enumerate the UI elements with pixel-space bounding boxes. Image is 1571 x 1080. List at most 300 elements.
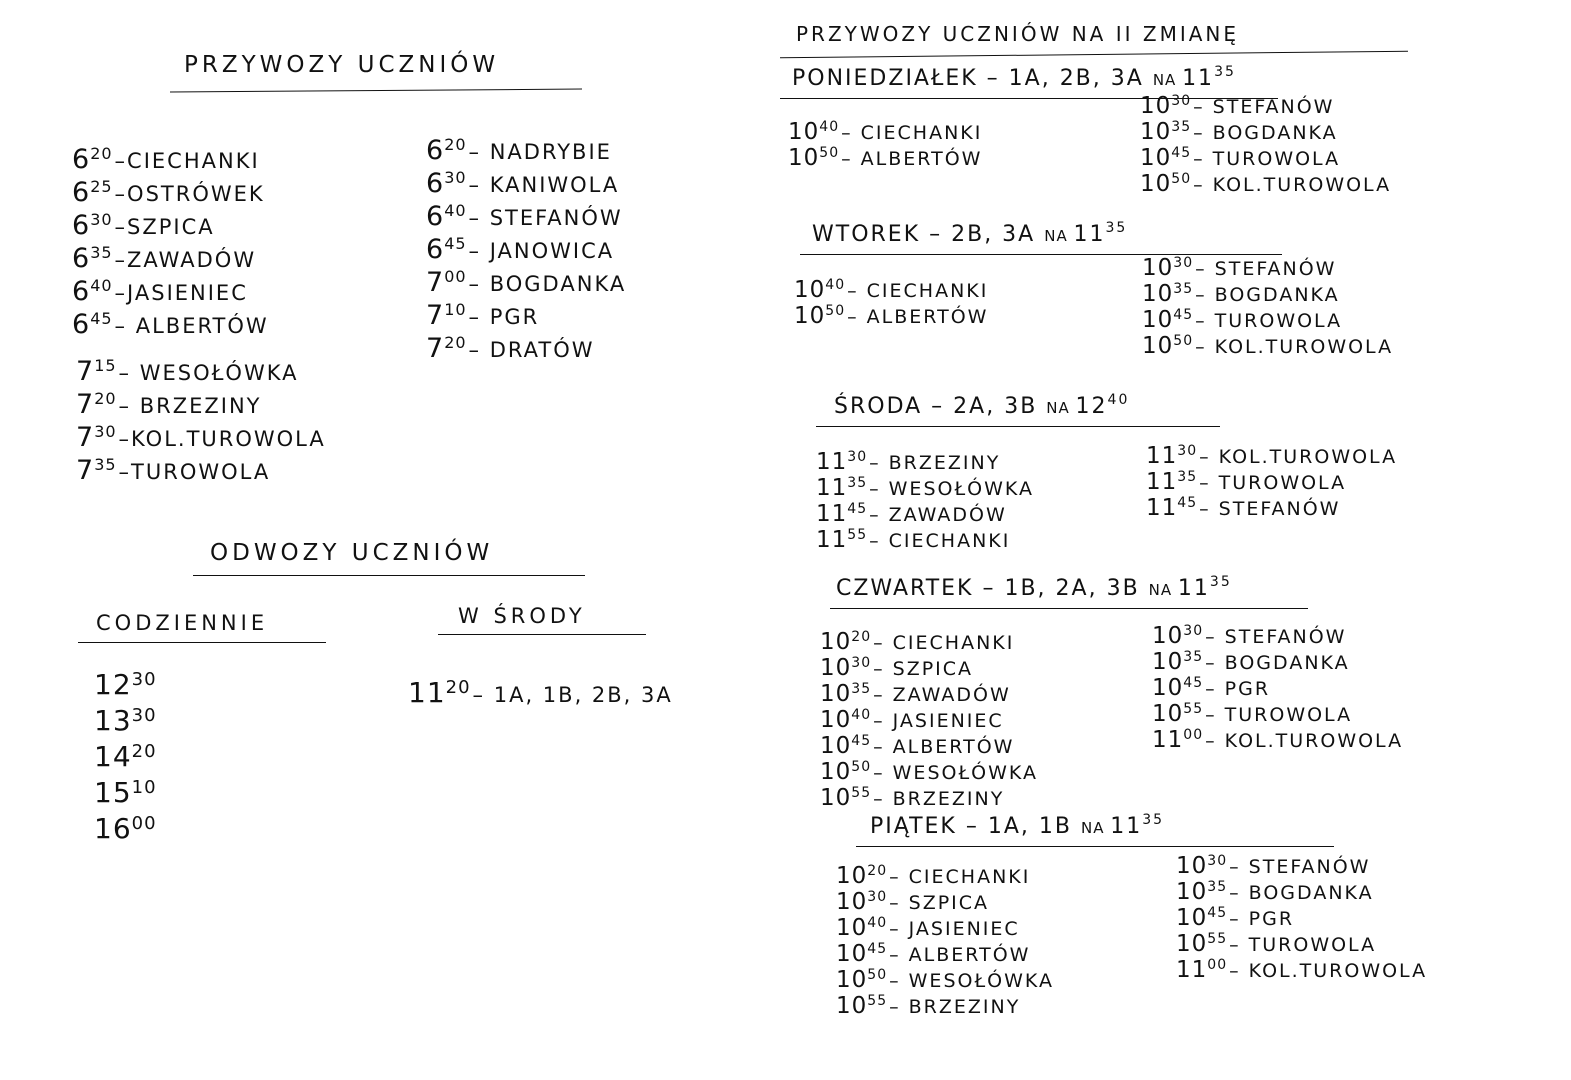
time-minute: 20 bbox=[867, 863, 888, 879]
day-label: PIĄTEK – 1A, 1B bbox=[870, 814, 1081, 839]
stop-name: – STEFANÓW bbox=[1199, 498, 1341, 520]
time-minute: 30 bbox=[131, 705, 157, 726]
schedule-row bbox=[1142, 276, 1393, 307]
time-hour: 6 bbox=[72, 243, 91, 274]
wed-header: W ŚRODY bbox=[458, 604, 586, 628]
time-minute: 55 bbox=[1183, 701, 1204, 717]
time-minute: 30 bbox=[94, 422, 117, 441]
schedule-row bbox=[76, 382, 326, 420]
stop-name: – KOL.TUROWOLA bbox=[1195, 336, 1394, 358]
stop-name: – WESOŁÓWKA bbox=[869, 478, 1034, 500]
schedule-row bbox=[1176, 926, 1427, 957]
time-hour: 10 bbox=[820, 759, 852, 785]
daily-time-row bbox=[94, 698, 157, 737]
time-minute: 30 bbox=[1171, 93, 1192, 109]
time-hour: 11 bbox=[1146, 495, 1178, 521]
time-minute: 15 bbox=[94, 356, 117, 375]
schedule-row bbox=[72, 137, 269, 175]
day-left-column bbox=[794, 272, 989, 329]
time-minute: 50 bbox=[825, 303, 846, 319]
time-minute: 35 bbox=[1171, 119, 1192, 135]
stop-name: – STEFANÓW bbox=[1193, 96, 1335, 118]
daily-time-row bbox=[94, 734, 157, 773]
time-minute: 20 bbox=[90, 144, 113, 163]
wed-time-row bbox=[408, 670, 673, 709]
stop-name: – WESOŁÓWKA bbox=[118, 361, 299, 385]
schedule-row bbox=[76, 349, 326, 387]
schedule-row bbox=[1176, 848, 1427, 879]
time-hour: 10 bbox=[1152, 623, 1184, 649]
day-label: PONIEDZIAŁEK – 1A, 2B, 3A bbox=[792, 66, 1153, 91]
time-hour: 10 bbox=[788, 119, 820, 145]
time-hour: 10 bbox=[820, 733, 852, 759]
time-hour: 10 bbox=[1176, 931, 1208, 957]
shift2-title: PRZYWOZY UCZNIÓW NA II ZMIANĘ bbox=[796, 22, 1239, 46]
schedule-row bbox=[76, 415, 326, 453]
daily-time-row bbox=[94, 662, 157, 701]
schedule-row bbox=[820, 624, 1038, 655]
stop-name: – CIECHANKI bbox=[873, 632, 1015, 654]
stop-name: –ZAWADÓW bbox=[114, 248, 257, 272]
przywozy-left-column-2 bbox=[76, 349, 326, 486]
time-hour: 6 bbox=[72, 144, 91, 175]
time-hour: 10 bbox=[1140, 145, 1172, 171]
time-minute: 20 bbox=[94, 389, 117, 408]
day-start-minute: 35 bbox=[1105, 220, 1128, 236]
time-minute: 40 bbox=[444, 201, 467, 220]
time-minute: 00 bbox=[444, 267, 467, 286]
stop-name: – TUROWOLA bbox=[1205, 704, 1353, 726]
day-label: CZWARTEK – 1B, 2A, 3B bbox=[836, 576, 1149, 601]
przywozy-title: PRZYWOZY UCZNIÓW bbox=[184, 52, 500, 78]
time-minute: 35 bbox=[94, 455, 117, 474]
time-minute: 50 bbox=[819, 145, 840, 161]
time-minute: 30 bbox=[131, 669, 157, 690]
stop-name: –JASIENIEC bbox=[114, 281, 248, 305]
time-hour: 11 bbox=[1176, 957, 1208, 983]
time-minute: 30 bbox=[867, 889, 888, 905]
schedule-row bbox=[426, 260, 627, 298]
title-underline bbox=[170, 89, 582, 93]
time-minute: 40 bbox=[819, 119, 840, 135]
stop-name: – JANOWICA bbox=[468, 239, 615, 263]
schedule-row bbox=[72, 269, 269, 307]
schedule-row bbox=[820, 728, 1038, 759]
stop-name: – ALBERTÓW bbox=[114, 314, 269, 338]
day-label: WTOREK – 2B, 3A bbox=[812, 222, 1045, 247]
time-hour: 10 bbox=[1142, 281, 1174, 307]
stop-name: – WESOŁÓWKA bbox=[889, 970, 1054, 992]
stop-name: – SZPICA bbox=[873, 658, 974, 680]
time-hour: 16 bbox=[94, 812, 132, 845]
stop-name: – STEFANÓW bbox=[468, 206, 623, 230]
time-hour: 11 bbox=[816, 475, 848, 501]
schedule-row bbox=[1176, 952, 1428, 983]
time-minute: 45 bbox=[1207, 905, 1228, 921]
time-hour: 6 bbox=[426, 135, 445, 166]
day-header bbox=[870, 812, 1164, 839]
time-minute: 55 bbox=[867, 993, 888, 1009]
time-minute: 10 bbox=[131, 777, 157, 798]
time-hour: 11 bbox=[1146, 443, 1178, 469]
time-minute: 20 bbox=[131, 741, 157, 762]
time-minute: 00 bbox=[1183, 727, 1204, 743]
time-hour: 11 bbox=[816, 449, 848, 475]
time-minute: 45 bbox=[847, 501, 868, 517]
day-start-hour: 11 bbox=[1182, 66, 1215, 91]
day-start-hour: 11 bbox=[1073, 222, 1106, 247]
time-hour: 10 bbox=[836, 889, 868, 915]
stop-name: – KOL.TUROWOLA bbox=[1229, 960, 1428, 982]
schedule-row bbox=[836, 910, 1054, 941]
stop-name: – BRZEZINY bbox=[873, 788, 1005, 810]
stop-name: – KOL.TUROWOLA bbox=[1193, 174, 1392, 196]
day-left-column bbox=[788, 114, 983, 171]
time-hour: 6 bbox=[426, 234, 445, 265]
day-right-column bbox=[1142, 250, 1394, 359]
time-minute: 45 bbox=[1183, 675, 1204, 691]
day-start-hour: 12 bbox=[1075, 394, 1108, 419]
day-underline bbox=[830, 608, 1308, 609]
schedule-row bbox=[72, 203, 269, 241]
time-hour: 10 bbox=[1140, 171, 1172, 197]
daily-underline bbox=[78, 642, 326, 643]
time-hour: 10 bbox=[836, 863, 868, 889]
time-minute: 45 bbox=[1171, 145, 1192, 161]
stop-name: – ALBERTÓW bbox=[873, 736, 1015, 758]
time-minute: 10 bbox=[444, 300, 467, 319]
stop-name: – BRZEZINY bbox=[118, 394, 262, 418]
time-hour: 10 bbox=[1176, 905, 1208, 931]
time-minute: 20 bbox=[851, 629, 872, 645]
time-minute: 30 bbox=[851, 655, 872, 671]
schedule-row bbox=[1140, 114, 1391, 145]
schedule-row bbox=[72, 236, 269, 274]
schedule-row bbox=[1176, 874, 1427, 905]
odwozy-underline bbox=[193, 575, 585, 576]
time-hour: 15 bbox=[94, 776, 132, 809]
time-minute: 50 bbox=[1173, 333, 1194, 349]
stop-name: – ZAWADÓW bbox=[873, 684, 1011, 706]
time-minute: 55 bbox=[847, 527, 868, 543]
daily-times bbox=[94, 662, 157, 845]
time-hour: 7 bbox=[76, 422, 95, 453]
schedule-row bbox=[820, 676, 1038, 707]
time-hour: 10 bbox=[794, 303, 826, 329]
time-hour: 7 bbox=[76, 356, 95, 387]
time-minute: 30 bbox=[1207, 853, 1228, 869]
time-hour: 7 bbox=[426, 267, 445, 298]
time-hour: 10 bbox=[1140, 119, 1172, 145]
przywozy-right-column bbox=[426, 128, 627, 364]
schedule-row bbox=[788, 114, 983, 145]
time-hour: 7 bbox=[76, 455, 95, 486]
day-right-column bbox=[1140, 88, 1392, 197]
stop-name: – KOL.TUROWOLA bbox=[1205, 730, 1404, 752]
day-start-minute: 35 bbox=[1142, 812, 1165, 828]
stop-name: –CIECHANKI bbox=[114, 149, 260, 173]
time-hour: 10 bbox=[820, 629, 852, 655]
stop-name: – ALBERTÓW bbox=[847, 306, 989, 328]
schedule-row bbox=[426, 293, 626, 331]
time-hour: 11 bbox=[1146, 469, 1178, 495]
day-na: NA bbox=[1080, 819, 1111, 837]
time-hour: 7 bbox=[426, 333, 445, 364]
schedule-row bbox=[836, 962, 1054, 993]
schedule-row bbox=[816, 496, 1034, 527]
time-minute: 20 bbox=[444, 333, 467, 352]
schedule-row bbox=[816, 444, 1034, 475]
schedule-row bbox=[1152, 722, 1404, 753]
time-hour: 10 bbox=[820, 655, 852, 681]
day-header bbox=[834, 392, 1129, 419]
time-minute: 35 bbox=[1207, 879, 1228, 895]
time-minute: 45 bbox=[90, 309, 113, 328]
time-minute: 45 bbox=[1177, 495, 1198, 511]
time-hour: 10 bbox=[1176, 853, 1208, 879]
day-na: NA bbox=[1044, 227, 1074, 245]
schedule-row bbox=[820, 754, 1038, 785]
time-minute: 55 bbox=[1207, 931, 1228, 947]
stop-name: – BRZEZINY bbox=[869, 452, 1001, 474]
stop-name: – CIECHANKI bbox=[889, 866, 1031, 888]
schedule-row bbox=[1152, 618, 1403, 649]
time-minute: 30 bbox=[847, 449, 868, 465]
stop-name: – STEFANÓW bbox=[1205, 626, 1347, 648]
day-start-minute: 35 bbox=[1209, 574, 1232, 590]
stop-name: – KOL.TUROWOLA bbox=[1199, 446, 1398, 468]
time-minute: 20 bbox=[445, 677, 471, 698]
time-minute: 40 bbox=[851, 707, 872, 723]
schedule-row bbox=[1152, 644, 1403, 675]
time-hour: 10 bbox=[794, 277, 826, 303]
daily-time-row bbox=[94, 770, 157, 809]
wed-times bbox=[408, 670, 673, 709]
day-header bbox=[792, 64, 1236, 91]
day-left-column bbox=[816, 444, 1034, 553]
time-hour: 6 bbox=[72, 177, 91, 208]
stop-name: – BOGDANKA bbox=[1229, 882, 1374, 904]
time-minute: 40 bbox=[90, 276, 113, 295]
stop-name: – DRATÓW bbox=[468, 338, 595, 362]
schedule-row bbox=[836, 936, 1054, 967]
odwozy-title: ODWOZY UCZNIÓW bbox=[210, 540, 494, 566]
stop-name: – BOGDANKA bbox=[1195, 284, 1340, 306]
time-minute: 35 bbox=[90, 243, 113, 262]
day-right-column bbox=[1146, 438, 1398, 521]
time-minute: 35 bbox=[1183, 649, 1204, 665]
time-minute: 45 bbox=[851, 733, 872, 749]
time-minute: 45 bbox=[867, 941, 888, 957]
day-left-column bbox=[820, 624, 1038, 811]
time-minute: 30 bbox=[1183, 623, 1204, 639]
time-minute: 45 bbox=[1173, 307, 1194, 323]
day-start-hour: 11 bbox=[1110, 814, 1143, 839]
time-hour: 10 bbox=[820, 681, 852, 707]
schedule-row bbox=[794, 298, 989, 329]
stop-name: – BOGDANKA bbox=[1193, 122, 1338, 144]
time-hour: 10 bbox=[836, 967, 868, 993]
time-hour: 10 bbox=[788, 145, 820, 171]
stop-name: – KANIWOLA bbox=[468, 173, 620, 197]
wed-underline bbox=[438, 634, 646, 635]
day-header bbox=[812, 220, 1127, 247]
day-label: ŚRODA – 2A, 3B bbox=[834, 394, 1047, 419]
schedule-row bbox=[836, 858, 1054, 889]
day-na: NA bbox=[1148, 581, 1178, 599]
time-minute: 25 bbox=[90, 177, 113, 196]
schedule-row bbox=[426, 227, 626, 265]
time-minute: 40 bbox=[825, 277, 846, 293]
stop-name: –TUROWOLA bbox=[118, 460, 271, 484]
time-hour: 13 bbox=[94, 704, 132, 737]
time-hour: 10 bbox=[820, 785, 852, 811]
schedule-row bbox=[1146, 490, 1397, 521]
stop-name: – PGR bbox=[1205, 678, 1271, 700]
stop-name: – ALBERTÓW bbox=[841, 148, 983, 170]
time-hour: 10 bbox=[1152, 649, 1184, 675]
schedule-row bbox=[1142, 250, 1393, 281]
time-minute: 00 bbox=[131, 813, 157, 834]
schedule-row bbox=[1142, 328, 1394, 359]
time-minute: 30 bbox=[90, 210, 113, 229]
time-hour: 11 bbox=[816, 527, 848, 553]
schedule-row bbox=[76, 448, 326, 486]
time-minute: 35 bbox=[1173, 281, 1194, 297]
stop-name: – CIECHANKI bbox=[847, 280, 989, 302]
schedule-row bbox=[1142, 302, 1393, 333]
time-hour: 10 bbox=[836, 915, 868, 941]
time-minute: 50 bbox=[867, 967, 888, 983]
schedule-row bbox=[1152, 696, 1403, 727]
schedule-row bbox=[426, 326, 626, 364]
przywozy-left-column bbox=[72, 137, 269, 340]
shift2-underline bbox=[780, 51, 1408, 59]
time-minute: 55 bbox=[851, 785, 872, 801]
time-minute: 50 bbox=[1171, 171, 1192, 187]
daily-time-row bbox=[94, 806, 157, 845]
time-hour: 10 bbox=[836, 993, 868, 1019]
time-hour: 14 bbox=[94, 740, 132, 773]
time-hour: 6 bbox=[426, 168, 445, 199]
schedule-row bbox=[72, 302, 269, 340]
time-hour: 10 bbox=[820, 707, 852, 733]
day-right-column bbox=[1152, 618, 1404, 753]
time-minute: 30 bbox=[1173, 255, 1194, 271]
stop-name: – STEFANÓW bbox=[1195, 258, 1337, 280]
stop-name: – STEFANÓW bbox=[1229, 856, 1371, 878]
stop-name: – NADRYBIE bbox=[468, 140, 612, 164]
time-hour: 10 bbox=[1152, 701, 1184, 727]
time-minute: 40 bbox=[867, 915, 888, 931]
time-minute: 35 bbox=[1177, 469, 1198, 485]
stop-name: – ZAWADÓW bbox=[869, 504, 1007, 526]
time-hour: 12 bbox=[94, 668, 132, 701]
day-underline bbox=[856, 846, 1334, 847]
schedule-row bbox=[816, 470, 1034, 501]
stop-name: – 1A, 1B, 2B, 3A bbox=[472, 683, 673, 707]
stop-name: –KOL.TUROWOLA bbox=[118, 427, 326, 451]
stop-name: – BOGDANKA bbox=[1205, 652, 1350, 674]
stop-name: – TUROWOLA bbox=[1229, 934, 1377, 956]
schedule-row bbox=[794, 272, 989, 303]
schedule-row bbox=[816, 522, 1034, 553]
schedule-row bbox=[72, 170, 269, 208]
day-right-column bbox=[1176, 848, 1428, 983]
stop-name: – BOGDANKA bbox=[468, 272, 627, 296]
time-minute: 00 bbox=[1207, 957, 1228, 973]
day-start-minute: 35 bbox=[1214, 64, 1236, 80]
stop-name: – PGR bbox=[468, 305, 540, 329]
day-start-hour: 11 bbox=[1177, 576, 1210, 601]
time-hour: 10 bbox=[1140, 93, 1172, 119]
time-hour: 6 bbox=[72, 210, 91, 241]
day-header bbox=[836, 574, 1232, 601]
day-na: NA bbox=[1046, 399, 1076, 417]
schedule-row bbox=[1146, 438, 1398, 469]
schedule-row bbox=[1140, 166, 1392, 197]
stop-name: –SZPICA bbox=[114, 215, 215, 239]
stop-name: – CIECHANKI bbox=[869, 530, 1011, 552]
stop-name: – WESOŁÓWKA bbox=[873, 762, 1038, 784]
time-hour: 6 bbox=[72, 309, 91, 340]
stop-name: – TUROWOLA bbox=[1193, 148, 1341, 170]
time-hour: 11 bbox=[1152, 727, 1184, 753]
day-start-minute: 40 bbox=[1107, 392, 1130, 408]
stop-name: – BRZEZINY bbox=[889, 996, 1021, 1018]
day-na: NA bbox=[1152, 71, 1183, 89]
time-minute: 30 bbox=[1177, 443, 1198, 459]
stop-name: – TUROWOLA bbox=[1195, 310, 1343, 332]
time-minute: 50 bbox=[851, 759, 872, 775]
time-hour: 10 bbox=[1142, 307, 1174, 333]
time-hour: 7 bbox=[76, 389, 95, 420]
time-minute: 30 bbox=[444, 168, 467, 187]
stop-name: – SZPICA bbox=[889, 892, 990, 914]
stop-name: – JASIENIEC bbox=[873, 710, 1004, 732]
stop-name: – PGR bbox=[1229, 908, 1295, 930]
time-hour: 6 bbox=[72, 276, 91, 307]
time-hour: 7 bbox=[426, 300, 445, 331]
time-minute: 20 bbox=[444, 135, 467, 154]
time-hour: 10 bbox=[836, 941, 868, 967]
time-hour: 10 bbox=[1176, 879, 1208, 905]
day-underline bbox=[816, 426, 1220, 427]
time-minute: 35 bbox=[851, 681, 872, 697]
time-hour: 10 bbox=[1142, 333, 1174, 359]
schedule-row bbox=[426, 194, 626, 232]
stop-name: – CIECHANKI bbox=[841, 122, 983, 144]
schedule-row bbox=[788, 140, 983, 171]
day-left-column bbox=[836, 858, 1054, 1019]
schedule-row bbox=[1140, 88, 1391, 119]
schedule-row bbox=[426, 161, 626, 199]
time-hour: 11 bbox=[408, 676, 446, 709]
stop-name: – JASIENIEC bbox=[889, 918, 1020, 940]
stop-name: –OSTRÓWEK bbox=[114, 182, 265, 206]
stop-name: – ALBERTÓW bbox=[889, 944, 1031, 966]
time-hour: 10 bbox=[1142, 255, 1174, 281]
time-minute: 45 bbox=[444, 234, 467, 253]
stop-name: – TUROWOLA bbox=[1199, 472, 1347, 494]
time-hour: 10 bbox=[1152, 675, 1184, 701]
time-hour: 11 bbox=[816, 501, 848, 527]
time-hour: 6 bbox=[426, 201, 445, 232]
daily-header: CODZIENNIE bbox=[96, 611, 269, 635]
schedule-row bbox=[426, 128, 626, 166]
schedule-row bbox=[1140, 140, 1391, 171]
time-minute: 35 bbox=[847, 475, 868, 491]
